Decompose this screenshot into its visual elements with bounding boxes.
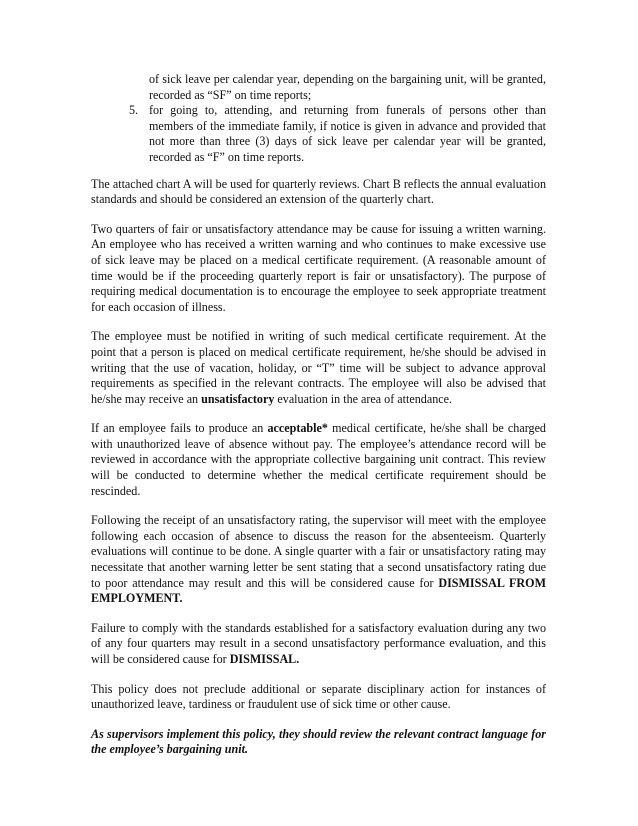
p5-text-before: Following the receipt of an unsatisfactory rating, the supervisor will meet with the employee following each occasion of absence to discuss the reason for the absenteeism. Quarterly evaluations will continue to be done. A single quarter with a fair or unsatisfactory rating may necessitate that another warning letter be sent stating that a second unsatisfactory rating due to poor attendance may result and this will be considered cause for [91, 513, 546, 590]
p3-text-before: The employee must be notified in writing of such medical certificate requirement. At the point that a person is placed on medical certificate requirement, he/she should be advised in writing that the use of vacation, holiday, or “T” time will be subject to advance approval requirements as specified in the relevant contracts. The employee will also be advised that he/she may receive an [91, 329, 546, 406]
closing-note: As supervisors implement this policy, they should review the relevant contract language for the employee’s bargaining unit. [91, 726, 546, 757]
p6-bold-dismissal: DISMISSAL. [229, 652, 300, 666]
list-item-4-continuation: of sick leave per calendar year, depending on the bargaining unit, will be granted, recorded as “SF” on time reports; [149, 72, 546, 102]
paragraph-medical-certificate-notice [91, 329, 546, 407]
list-item-5-text: for going to, attending, and returning from funerals of persons other than members of the immediate family, if notice is given in advance and provided that not more than three (3) days of sick leave per calendar year will be granted, recorded as “F” on time reports. [149, 103, 546, 164]
paragraph-unsatisfactory-rating [91, 513, 546, 607]
list-item-5 [91, 103, 546, 165]
p3-text-after: evaluation in the area of attendance. [274, 391, 452, 406]
sick-leave-list [91, 72, 546, 166]
p4-bold-acceptable: acceptable* [267, 421, 328, 436]
list-item-5-number: 5. [129, 103, 139, 118]
p5-bold-dismissal-from-employment: DISMISSAL FROM EMPLOYMENT. [91, 575, 546, 606]
p6-text-before: Failure to comply with the standards established for a satisfactory evaluation during any two of any four quarters may result in a second unsatisfactory performance evaluation, and this will be considered cause for [91, 620, 546, 666]
paragraph-acceptable-certificate [91, 421, 546, 499]
paragraph-policy-scope: This policy does not preclude additional or separate disciplinary action for instances of unauthorized leave, tardiness or fraudulent use of sick time or other cause. [91, 681, 546, 712]
p4-text-before: If an employee fails to produce an [91, 421, 268, 436]
document-body [91, 72, 546, 758]
paragraph-chart-reviews: The attached chart A will be used for quarterly reviews. Chart B reflects the annual evaluation standards and should be considered an extension of the quarterly chart. [91, 176, 546, 207]
p3-bold-unsatisfactory: unsatisfactory [201, 391, 275, 406]
paragraph-failure-to-comply [91, 621, 546, 668]
p4-text-after: medical certificate, he/she shall be charged with unauthorized leave of absence without pay. The employee’s attendance record will be reviewed in accordance with the appropriate collective bargaining unit contract. This review will be conducted to determine whether the medical certificate requirement should be rescinded. [91, 421, 546, 498]
paragraph-written-warning: Two quarters of fair or unsatisfactory attendance may be cause for issuing a written warning. An employee who has received a written warning and who continues to make excessive use of sick leave may be placed on a medical certificate requirement. (A reasonable amount of time would be if the proceeding quarterly report is fair or unsatisfactory). The purpose of requiring medical documentation is to encourage the employee to seek appropriate treatment for each occasion of illness. [91, 221, 546, 314]
